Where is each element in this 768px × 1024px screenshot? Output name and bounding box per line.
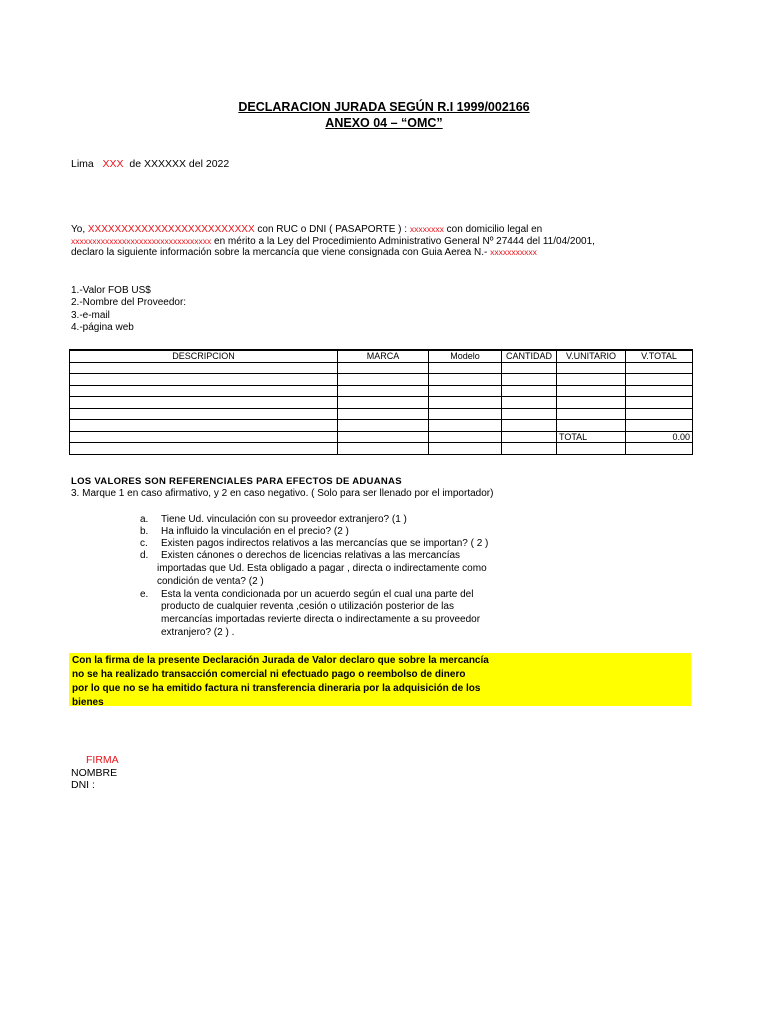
statement-line-3: por lo que no se ha emitido factura ni transferencia dineraria por la adquisición de los — [72, 683, 481, 694]
question-letter: b. — [140, 526, 149, 537]
document-subtitle: ANEXO 04 – “OMC” — [325, 116, 443, 130]
table-cell[interactable] — [557, 374, 626, 386]
question-a: Tiene Ud. vinculación con su proveedor extranjero? (1 ) — [161, 514, 407, 525]
table-header-row — [70, 350, 693, 362]
question-letter: d. — [140, 550, 149, 561]
table-cell[interactable] — [429, 374, 502, 386]
table-cell[interactable] — [502, 397, 557, 409]
place-date-line — [71, 158, 229, 170]
table-cell[interactable] — [70, 374, 338, 386]
guide-prefix: declaro la siguiente información sobre la mercancía que viene consignada con Guia Aerea N.- — [71, 247, 491, 258]
name-label: NOMBRE — [71, 767, 118, 779]
table-cell[interactable] — [338, 431, 429, 443]
question-b: Ha influido la vinculación en el precio? (2 ) — [161, 526, 349, 537]
table-cell[interactable] — [338, 420, 429, 432]
date-rest: de XXXXXX del 2022 — [129, 158, 230, 170]
table-cell[interactable] — [557, 362, 626, 374]
table-cell[interactable] — [338, 362, 429, 374]
table-cell[interactable] — [70, 431, 338, 443]
table-cell[interactable] — [502, 362, 557, 374]
question-letter: c. — [140, 538, 148, 549]
table-total-row — [70, 431, 693, 443]
address-placeholder: xxxxxxxxxxxxxxxxxxxxxxxxxxxxxxxxx — [71, 236, 212, 246]
table-cell[interactable] — [557, 385, 626, 397]
document-placeholder: xxxxxxxx — [409, 224, 444, 234]
table-row — [70, 443, 693, 455]
field-email: 3.-e-mail — [71, 310, 110, 321]
signature-label: FIRMA — [86, 754, 119, 766]
table-cell[interactable] — [626, 385, 693, 397]
table-row — [70, 397, 693, 409]
table-cell[interactable] — [429, 385, 502, 397]
col-header-v-total: V.TOTAL — [626, 350, 693, 362]
city: Lima — [71, 158, 94, 170]
table-cell[interactable] — [502, 443, 557, 455]
table-cell[interactable] — [338, 385, 429, 397]
declaration-id-type: con RUC o DNI ( PASAPORTE ) : — [254, 224, 410, 235]
statement-line-1: Con la firma de la presente Declaración Jurada de Valor declaro que sobre la mercancía — [72, 655, 489, 666]
table-cell[interactable] — [502, 374, 557, 386]
col-header-descripcion: DESCRIPCION — [70, 350, 338, 362]
table-cell[interactable] — [557, 397, 626, 409]
table-cell[interactable] — [338, 408, 429, 420]
table-cell[interactable] — [502, 385, 557, 397]
question-letter: e. — [140, 589, 149, 600]
table-row — [70, 408, 693, 420]
table-cell[interactable] — [502, 420, 557, 432]
declaration-line-3 — [71, 246, 537, 260]
table-row — [70, 374, 693, 386]
table-cell[interactable] — [429, 408, 502, 420]
table-row — [70, 385, 693, 397]
field-supplier-name: 2.-Nombre del Proveedor: — [71, 297, 187, 308]
guide-placeholder: xxxxxxxxxxx — [490, 247, 537, 257]
col-header-marca: MARCA — [338, 350, 429, 362]
field-fob-value: 1.-Valor FOB US$ — [71, 285, 151, 296]
table-cell[interactable] — [429, 443, 502, 455]
table-cell[interactable] — [70, 397, 338, 409]
field-website: 4.-página web — [71, 322, 134, 333]
total-label: TOTAL — [557, 431, 626, 443]
table-cell[interactable] — [70, 408, 338, 420]
table-cell[interactable] — [70, 420, 338, 432]
question-d-line-2: importadas que Ud. Esta obligado a pagar , directa o indirectamente como — [157, 563, 487, 574]
marking-instruction: 3. Marque 1 en caso afirmativo, y 2 en caso negativo. ( Solo para ser llenado por el importador) — [71, 488, 494, 499]
table-cell[interactable] — [502, 408, 557, 420]
table-cell[interactable] — [626, 397, 693, 409]
table-cell[interactable] — [338, 443, 429, 455]
col-header-modelo: Modelo — [429, 350, 502, 362]
table-row — [70, 420, 693, 432]
dni-label: DNI : — [71, 779, 95, 791]
table-cell[interactable] — [557, 443, 626, 455]
table-cell[interactable] — [429, 431, 502, 443]
question-e-line-4: extranjero? (2 ) . — [161, 627, 235, 638]
statement-line-4: bienes — [72, 697, 104, 708]
question-letter: a. — [140, 514, 149, 525]
col-header-cantidad: CANTIDAD — [502, 350, 557, 362]
question-d-line-3: condición de venta? (2 ) — [157, 576, 264, 587]
table-cell[interactable] — [70, 443, 338, 455]
table-cell[interactable] — [429, 397, 502, 409]
table-cell[interactable] — [557, 420, 626, 432]
table-cell[interactable] — [626, 443, 693, 455]
name-placeholder: XXXXXXXXXXXXXXXXXXXXXXXXX — [87, 224, 255, 235]
document-title: DECLARACION JURADA SEGÚN R.I 1999/002166 — [238, 100, 530, 114]
table-cell[interactable] — [626, 420, 693, 432]
table-cell[interactable] — [338, 397, 429, 409]
table-cell[interactable] — [502, 431, 557, 443]
total-value: 0.00 — [626, 431, 693, 443]
highlighted-statement — [69, 653, 691, 706]
question-e-line-3: mercancías importadas revierte directa o indirectamente a su proveedor — [161, 614, 481, 625]
table-cell[interactable] — [429, 420, 502, 432]
question-c: Existen pagos indirectos relativos a las mercancías que se importan? ( 2 ) — [161, 538, 489, 549]
declaration-prefix: Yo, — [71, 224, 88, 235]
table-cell[interactable] — [70, 362, 338, 374]
day-placeholder: XXX — [102, 158, 124, 170]
col-header-v-unitario: V.UNITARIO — [557, 350, 626, 362]
table-cell[interactable] — [626, 374, 693, 386]
question-e-line-2: producto de cualquier reventa ,cesión o utilización posterior de las — [161, 601, 454, 612]
statement-line-2: no se ha realizado transacción comercial ni efectuado pago o reembolso de dinero — [72, 669, 466, 680]
legal-basis: en mérito a la Ley del Procedimiento Administrativo General Nº 27444 del 11/04/2001, — [211, 236, 595, 247]
items-table — [69, 349, 693, 455]
table-cell[interactable] — [429, 362, 502, 374]
table-cell[interactable] — [70, 385, 338, 397]
declaration-domicile: con domicilio legal en — [443, 224, 543, 235]
reference-values-heading: LOS VALORES SON REFERENCIALES PARA EFECTOS DE ADUANAS — [71, 476, 402, 487]
question-e-line-1: Esta la venta condicionada por un acuerdo según el cual una parte del — [161, 589, 474, 600]
table-cell[interactable] — [626, 362, 693, 374]
table-cell[interactable] — [626, 408, 693, 420]
table-row — [70, 362, 693, 374]
table-cell[interactable] — [557, 408, 626, 420]
table-cell[interactable] — [338, 374, 429, 386]
question-d-line-1: Existen cánones o derechos de licencias relativas a las mercancías — [161, 550, 461, 561]
